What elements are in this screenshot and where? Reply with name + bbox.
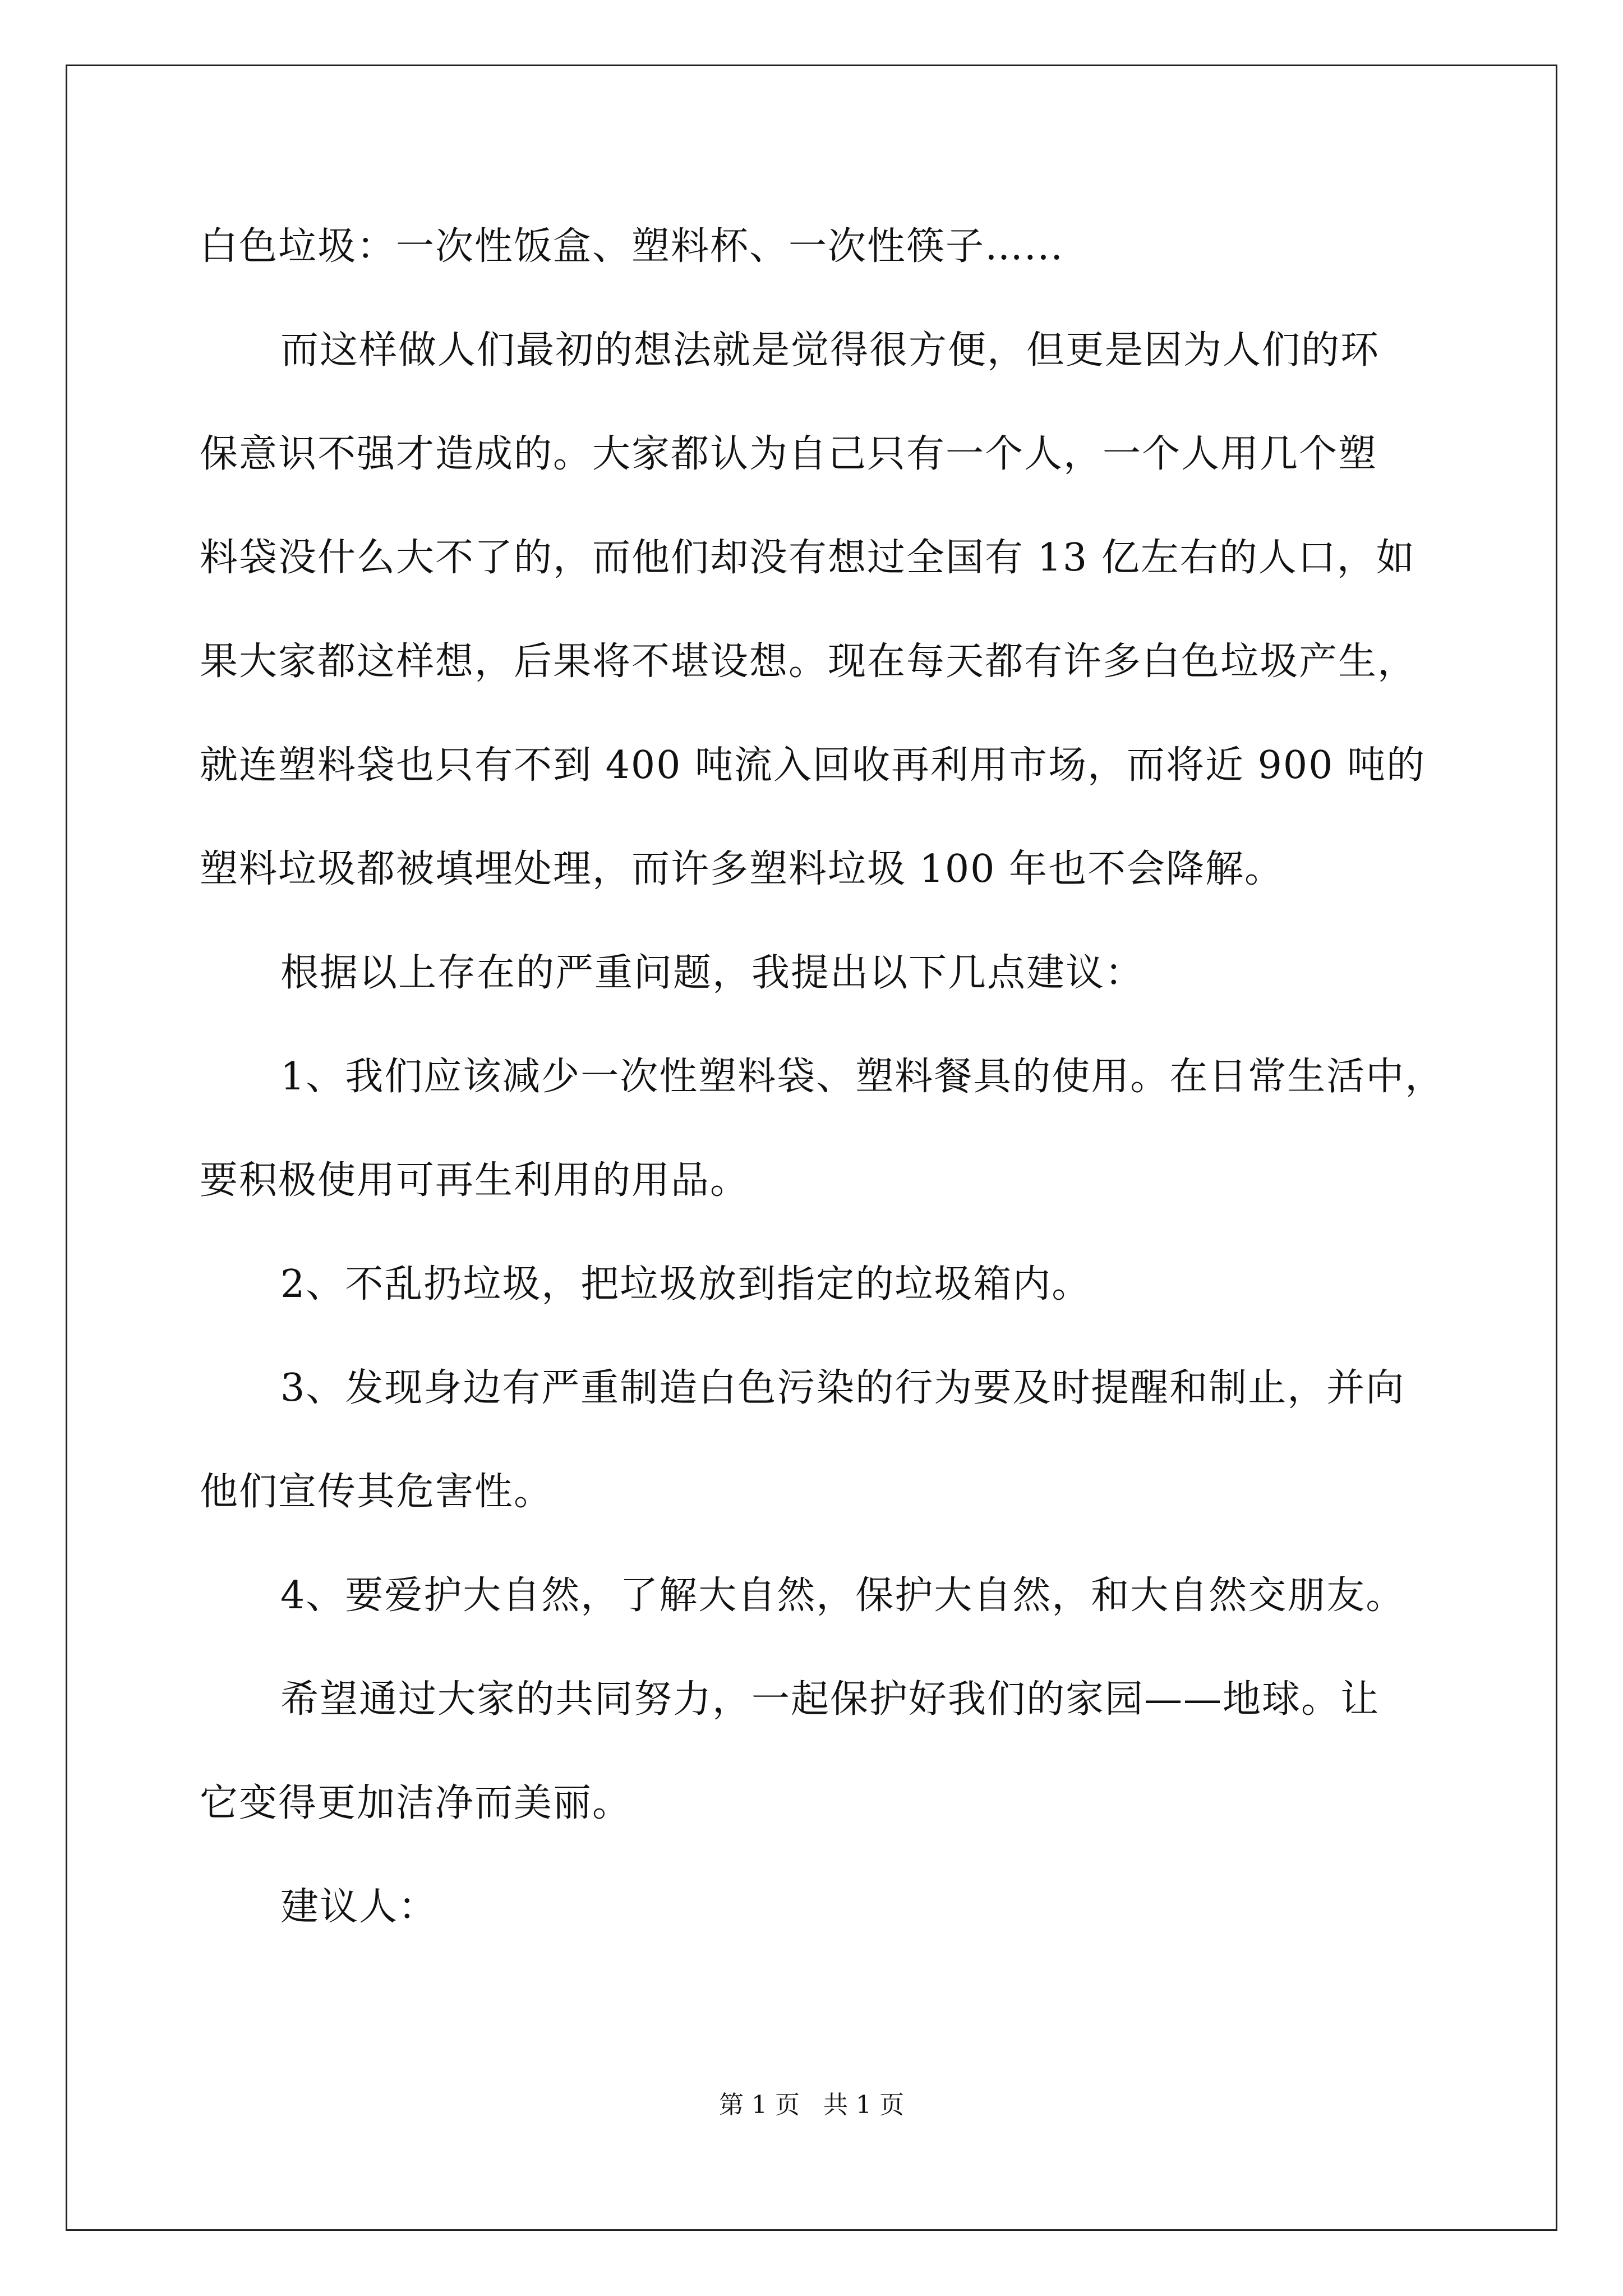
text-line: 白色垃圾：一次性饭盒、塑料杯、一次性筷子…... [200,224,1064,269]
text-line: 3、发现身边有严重制造白色污染的行为要及时提醒和制止，并向 [280,1366,1405,1410]
text-line: 1、我们应该减少一次性塑料袋、塑料餐具的使用。在日常生活中， [280,1055,1445,1099]
text-line: 它变得更加洁净而美丽。 [200,1781,632,1825]
text-line: 塑料垃圾都被填埋处理，而许多塑料垃圾 100 年也不会降解。 [200,847,1284,891]
text-line: 保意识不强才造成的。大家都认为自己只有一个人，一个人用几个塑 [200,432,1378,476]
text-line: 而这样做人们最初的想法就是觉得很方便，但更是因为人们的环 [280,328,1380,372]
text-line: 料袋没什么大不了的，而他们却没有想过全国有 13 亿左右的人口，如 [200,536,1415,580]
text-line: 建议人： [280,1885,438,1929]
text-line: 2、不乱扔垃圾，把垃圾放到指定的垃圾箱内。 [280,1262,1091,1306]
text-line: 他们宣传其危害性。 [200,1470,554,1514]
text-line: 果大家都这样想，后果将不堪设想。现在每天都有许多白色垃圾产生， [200,639,1417,684]
text-line: 根据以上存在的严重问题，我提出以下几点建议： [280,951,1145,995]
text-line: 就连塑料袋也只有不到 400 吨流入回收再利用市场，而将近 900 吨的 [200,743,1426,788]
page-number-footer: 第 1 页 共 1 页 [719,2091,904,2119]
text-line: 4、要爱护大自然，了解大自然，保护大自然，和大自然交朋友。 [280,1573,1405,1618]
text-line: 希望通过大家的共同努力，一起保护好我们的家园——地球。让 [280,1677,1380,1722]
text-line: 要积极使用可再生利用的用品。 [200,1158,750,1203]
